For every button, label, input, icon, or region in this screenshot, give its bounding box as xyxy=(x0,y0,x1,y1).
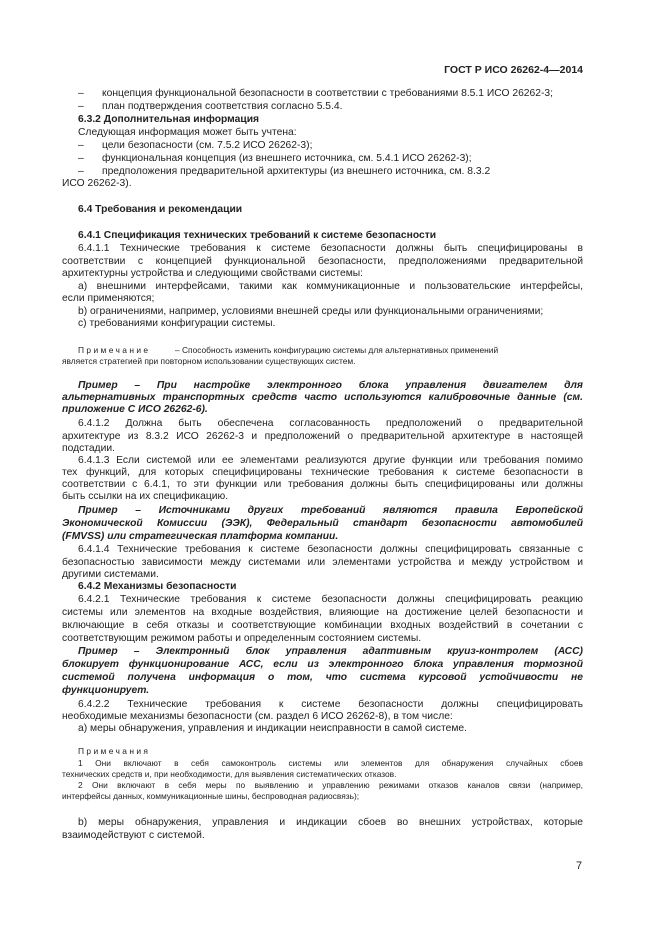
paragraph-line: 6.4.1.3 Если системой или ее элементами реализуются другие функции или требования помимо xyxy=(78,455,583,466)
note-text: 1 Они включают в себя самоконтроль системы или элементов для обнаружения случайных сбоев xyxy=(78,758,583,768)
paragraph-line: соответствии с 6.4.1, то эти функции или требования должны быть специфицированы или должны xyxy=(62,479,583,490)
dash-bullet: – xyxy=(78,166,84,177)
example-text: системой получена информация о том, что система курсовой устойчивости не xyxy=(62,672,583,683)
section-heading-6-4-2: 6.4.2 Механизмы безопасности xyxy=(78,581,237,592)
example-text: приложение С ИСО 26262-6). xyxy=(62,404,208,415)
list-item-a: a) меры обнаружения, управления и индикации неисправности в самой системе. xyxy=(78,723,467,734)
document-header: ГОСТ Р ИСО 26262-4—2014 xyxy=(444,64,583,76)
note-text: 2 Они включают в себя меры по выявлению и управлению режимами отказов каналов связи (например, xyxy=(78,780,583,790)
example-text: Пример – При настройке электронного блока управления двигателем для xyxy=(78,380,583,391)
paragraph-line: соответствии с концепцией функциональной безопасности, предположениями предварительной xyxy=(62,256,583,267)
list-item-c: c) требованиями конфигурации системы. xyxy=(78,318,276,329)
paragraph-line: соответствующим режимом работы и определенным состоянием системы. xyxy=(62,633,422,644)
note-text: технических средств и, при необходимости, для выявления систематических отказов. xyxy=(62,769,397,779)
paragraph-line: 6.4.1.2 Должна быть обеспечена согласованность предположений о предварительной xyxy=(78,418,583,429)
dash-bullet: – xyxy=(78,101,84,112)
paragraph-line: взаимодействуют с системой. xyxy=(62,830,205,841)
paragraph-line: если применяются; xyxy=(62,293,155,304)
note-text: – Способность изменить конфигурацию системы для альтернативных применений xyxy=(175,345,499,355)
section-heading-6-3-2: 6.3.2 Дополнительная информация xyxy=(78,114,260,125)
paragraph-line: тех функций, для которых специфицированы технические требования к системе безопасности в xyxy=(62,467,583,478)
list-item-a: a) внешними интерфейсами, такими как коммуникационные и пользовательские интерфейсы, xyxy=(78,281,583,292)
paragraph-line: Следующая информация может быть учтена: xyxy=(78,127,297,138)
dash-bullet: – xyxy=(78,88,84,99)
bullet-text: предположения предварительной архитектуры (из внешнего источника, см. 8.3.2 xyxy=(102,166,491,177)
paragraph-line: другими системами. xyxy=(62,569,159,580)
section-heading-6-4: 6.4 Требования и рекомендации xyxy=(78,204,243,215)
paragraph-line: 6.4.2.1 Технические требования к системе безопасности должны специфицировать реакцию xyxy=(78,594,583,605)
paragraph-line: включающие в себя отказы и соответствующие комбинации входных воздействий в сочетании с xyxy=(62,620,583,631)
paragraph-line: ИСО 26262-3). xyxy=(62,178,132,189)
example-text: Экономической Комиссии (ЭЭК), Федеральный стандарт безопасности автомобилей xyxy=(62,518,583,529)
paragraph-line: быть ссылки на их спецификацию. xyxy=(62,491,229,502)
paragraph-line: подстадии. xyxy=(62,443,115,454)
section-heading-6-4-1: 6.4.1 Спецификация технических требований к системе безопасности xyxy=(78,230,437,241)
paragraph-line: 6.4.2.2 Технические требования к системе безопасности должны специфицировать xyxy=(78,699,583,710)
dash-bullet: – xyxy=(78,140,84,151)
dash-bullet: – xyxy=(78,153,84,164)
bullet-text: цели безопасности (см. 7.5.2 ИСО 26262-3); xyxy=(102,140,313,151)
example-text: Пример – Источниками других требований являются правила Европейской xyxy=(78,505,583,516)
list-item-b: b) ограничениями, например, условиями внешней среды или функциональными ограничениями; xyxy=(78,306,544,317)
paragraph-line: архитектурны устройства и следующими свойствами системы: xyxy=(62,268,364,279)
bullet-text: концепция функциональной безопасности в соответствии с требованиями 8.5.1 ИСО 26262-3; xyxy=(102,88,553,99)
page-number: 7 xyxy=(576,860,583,872)
paragraph-line: необходимые механизмы безопасности (см. раздел 6 ИСО 26262-8), в том числе: xyxy=(62,711,453,722)
paragraph-line: архитектуре из 8.3.2 ИСО 26262-3 и предположений о предварительной архитектуре в настоящей xyxy=(62,431,583,442)
example-text: Пример – Электронный блок управления адаптивным круиз-контролем (АСС) xyxy=(78,646,583,657)
list-item-b: b) меры обнаружения, управления и индикации сбоев во внешних устройствах, которые xyxy=(78,817,583,828)
example-text: функционирует. xyxy=(62,685,150,696)
note-label: Примечание xyxy=(78,345,151,355)
example-text: блокирует функционирование АСС, если из электронного блока управления тормозной xyxy=(62,659,583,670)
paragraph-line: системы или элементов на входные воздействия, влияющие на достижение целей безопасности и xyxy=(62,607,583,618)
note-text: является стратегией при повторном использовании существующих систем. xyxy=(62,356,356,366)
bullet-text: функциональная концепция (из внешнего источника, см. 5.4.1 ИСО 26262-3); xyxy=(102,153,472,164)
paragraph-line: 6.4.1.1 Технические требования к системе безопасности должны быть специфицированы в xyxy=(78,243,583,254)
bullet-text: план подтверждения соответствия согласно 5.5.4. xyxy=(102,101,343,112)
notes-label: Примечания xyxy=(78,746,151,756)
paragraph-line: безопасностью зависимости между системами или элементами устройства и между устройством и xyxy=(62,557,583,568)
example-text: альтернативных транспортных средств часто используются калибровочные данные (см. xyxy=(62,392,583,403)
note-text: интерфейсы данных, коммуникационные шины, беспроводная радиосвязь); xyxy=(62,791,360,801)
example-text: (FMVSS) или стратегическая платформа компании. xyxy=(62,531,339,542)
paragraph-line: 6.4.1.4 Технические требования к системе безопасности должны специфицировать связанные с xyxy=(78,544,583,555)
